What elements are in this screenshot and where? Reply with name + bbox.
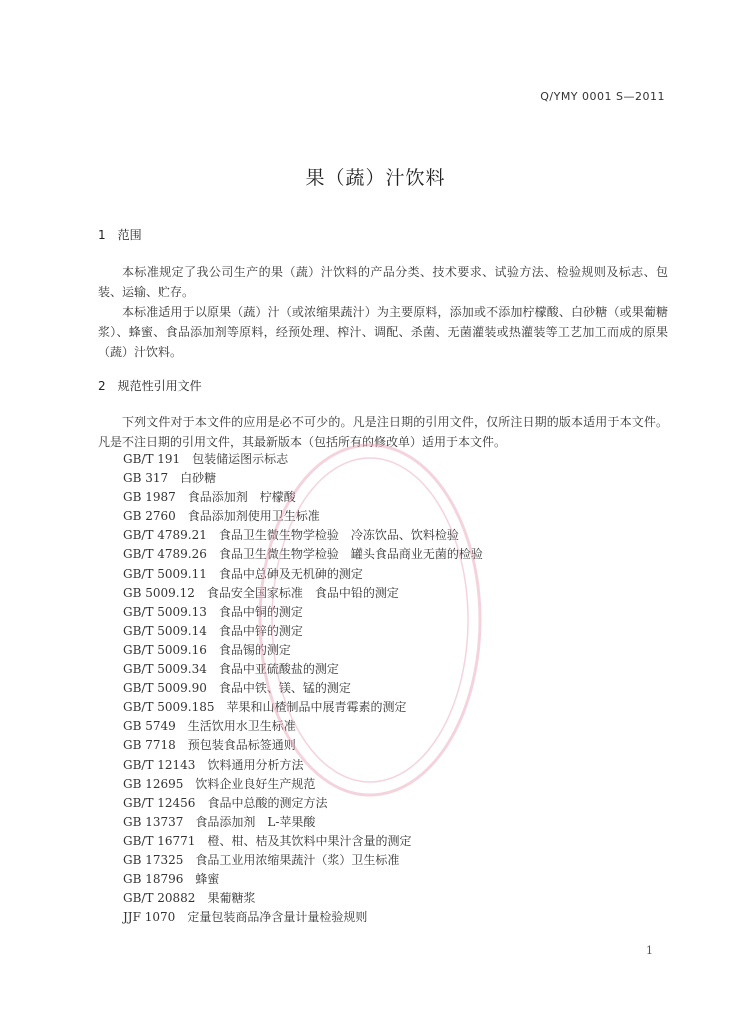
reference-code: GB/T 20882 [123, 891, 196, 906]
reference-code: GB 18796 [123, 872, 184, 887]
reference-code: GB/T 12456 [123, 795, 196, 810]
document-title: 果（蔬）汁饮料 [305, 167, 446, 189]
reference-title: 食品中总砷及无机砷的测定 [218, 566, 363, 581]
reference-code: GB 317 [123, 471, 169, 486]
reference-title: 饮料企业良好生产规范 [195, 776, 316, 791]
reference-code: GB/T 5009.14 [123, 623, 207, 638]
reference-code: GB/T 191 [123, 452, 181, 466]
reference-code: GB 13737 [123, 814, 184, 829]
reference-item [123, 794, 483, 813]
page-number: 1 [646, 944, 653, 957]
reference-code: GB/T 5009.16 [123, 642, 207, 657]
reference-item [123, 717, 483, 736]
reference-item [123, 870, 483, 889]
reference-code: GB/T 16771 [123, 833, 196, 848]
reference-code: GB 2760 [123, 509, 176, 524]
reference-title: 橙、柑、桔及其饮料中果汁含量的测定 [207, 833, 412, 848]
reference-item [123, 622, 483, 641]
scope-paragraph-1: 本标准规定了我公司生产的果（蔬）汁饮料的产品分类、技术要求、试验方法、检验规则及标志、包装、运输、贮存。 [98, 265, 668, 299]
reference-item [123, 450, 483, 469]
reference-title: 食品添加剂 柠檬酸 [187, 490, 296, 505]
reference-code: GB 12695 [123, 776, 184, 791]
reference-item [123, 584, 483, 603]
reference-code: GB/T 5009.13 [123, 604, 207, 619]
reference-code: GB 5009.12 [123, 585, 195, 600]
section-2-number: 2 [98, 379, 106, 393]
reference-item [123, 889, 483, 908]
section-1-number: 1 [98, 228, 106, 242]
reference-title: 食品中铜的测定 [218, 604, 303, 619]
reference-title: 生活饮用水卫生标准 [187, 719, 296, 734]
section-1-title: 范围 [117, 228, 142, 242]
reference-title: 食品锡的测定 [218, 642, 291, 657]
reference-title: 食品工业用浓缩果蔬汁（浆）卫生标准 [195, 852, 400, 867]
reference-title: 食品卫生微生物学检验 冷冻饮品、饮料检验 [218, 528, 459, 543]
section-2-heading [98, 377, 202, 394]
reference-item [123, 832, 483, 851]
reference-title: 食品中铁、镁、锰的测定 [218, 681, 351, 696]
reference-title: 白砂糖 [180, 471, 217, 486]
reference-item [123, 603, 483, 622]
reference-code: GB/T 5009.90 [123, 681, 207, 696]
reference-title: 饮料通用分析方法 [207, 757, 304, 772]
reference-title: 食品中总酸的测定方法 [207, 795, 328, 810]
reference-title: 食品添加剂 L-苹果酸 [195, 814, 316, 829]
reference-title: 预包装食品标签通则 [187, 738, 296, 753]
reference-item [123, 813, 483, 832]
reference-item [123, 775, 483, 794]
reference-item [123, 565, 483, 584]
reference-code: GB 1987 [123, 490, 176, 505]
reference-item [123, 679, 483, 698]
reference-code: JJF 1070 [123, 910, 176, 925]
reference-code: GB/T 5009.185 [123, 700, 215, 715]
reference-code: GB/T 4789.26 [123, 547, 207, 562]
reference-list [123, 450, 483, 927]
reference-title: 定量包装商品净含量计量检验规则 [187, 910, 368, 925]
reference-item [123, 908, 483, 927]
reference-code: GB 5749 [123, 719, 176, 734]
standard-code: Q/YMY 0001 S—2011 [540, 90, 665, 103]
section-2-title: 规范性引用文件 [117, 379, 202, 393]
reference-title: 食品中锌的测定 [218, 623, 303, 638]
reference-item [123, 660, 483, 679]
scope-paragraph-2: 本标准适用于以原果（蔬）汁（或浓缩果蔬汁）为主要原料，添加或不添加柠檬酸、白砂糖（或果葡糖浆）、蜂蜜、食品添加剂等原料，经预处理、榨汁、调配、杀菌、无菌灌装或热灌装等工艺加工而成的原果（蔬）汁饮料。 [98, 305, 668, 359]
reference-title: 包装储运图示标志 [192, 452, 289, 466]
reference-title: 苹果和山楂制品中展青霉素的测定 [226, 700, 407, 715]
reference-code: GB/T 12143 [123, 757, 196, 772]
reference-item [123, 641, 483, 660]
reference-item [123, 756, 483, 775]
reference-item [123, 488, 483, 507]
section-1-heading [98, 226, 142, 243]
reference-item [123, 526, 483, 545]
reference-code: GB/T 4789.21 [123, 528, 207, 543]
reference-item [123, 698, 483, 717]
reference-title: 食品中亚硫酸盐的测定 [218, 662, 339, 677]
references-intro: 下列文件对于本文件的应用是必不可少的。凡是注日期的引用文件，仅所注日期的版本适用于本文件。凡是不注日期的引用文件，其最新版本（包括所有的修改单）适用于本文件。 [98, 415, 668, 449]
reference-code: GB/T 5009.34 [123, 662, 207, 677]
reference-code: GB 7718 [123, 738, 176, 753]
reference-title: 食品安全国家标准 食品中铅的测定 [206, 585, 399, 600]
reference-title: 蜂蜜 [195, 872, 220, 887]
reference-item [123, 469, 483, 488]
reference-title: 果葡糖浆 [207, 891, 256, 906]
reference-item [123, 851, 483, 870]
reference-code: GB 17325 [123, 852, 184, 867]
reference-title: 食品添加剂使用卫生标准 [187, 509, 320, 524]
reference-title: 食品卫生微生物学检验 罐头食品商业无菌的检验 [218, 547, 483, 562]
reference-item [123, 507, 483, 526]
reference-item [123, 545, 483, 564]
reference-item [123, 736, 483, 755]
reference-code: GB/T 5009.11 [123, 566, 207, 581]
